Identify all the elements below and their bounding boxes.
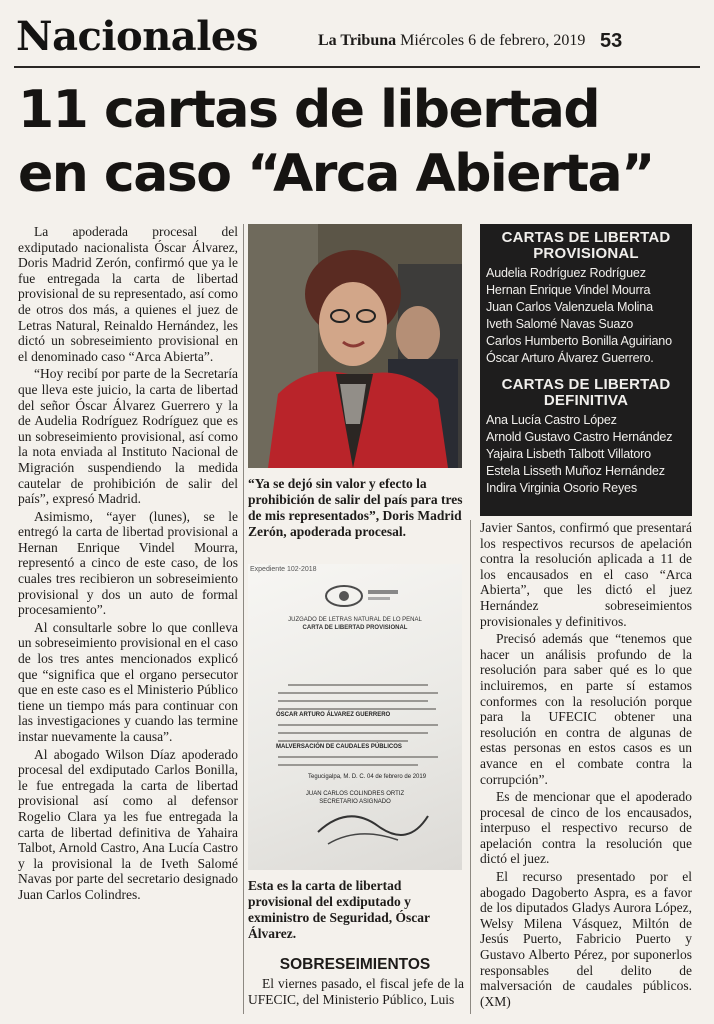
list-item: Óscar Arturo Álvarez Guerrero. xyxy=(486,351,654,365)
paragraph: “Hoy recibí por parte de la Secretaría que lleva este juicio, la carta de libertad del señor Óscar Álvarez Guerrero y la de Audelia Rodríguez Rodríguez que es un sobreseimiento provisional, así como la nota enviada al Instituto Nacional de Migración suspendiendo la medida cautelar de prohibición de salir del país”, expresó Madrid. xyxy=(18,366,238,507)
headline xyxy=(18,78,698,206)
list-item: Yajaira Lisbeth Talbott Villatoro xyxy=(486,447,651,461)
paragraph: Asimismo, “ayer (lunes), se le entregó la carta de libertad provisional a Hernan Enrique Vindel Mourra, representó a cinco de este caso, de los cuales tres recibieron un sobreseimiento provisional y dos un auto de formal procesamiento”. xyxy=(18,508,238,618)
subheading: SOBRESEIMIENTOS xyxy=(279,956,431,973)
paragraph: Al abogado Wilson Díaz apoderado procesal del exdiputado Carlos Bonilla, le fue entregada la carta de libertad provisional así como al defensor Rogelio Clara ya les fue entregada la carta de libertad definitiva de Yahaira Talbot, Arnold Castro, Ana Lucía Castro y la provisional la de Iveth Salomé Navas por parte del secretario designado Juan Carlos Colindres. xyxy=(18,746,238,902)
list-item: Estela Lisseth Muñoz Hernández xyxy=(486,464,665,478)
paragraph: Javier Santos, confirmó que presentará los respectivos recursos de apelación contra la resolución aplicada a 11 de los encausados en el caso “Arca Abierta”, que les dictó el juez Hernández sobreseimientos provisionales y definitivos. xyxy=(480,520,692,629)
photo-caption: “Ya se dejó sin valor y efecto la prohibición de salir del país para tres de mis representados”, Doris Madrid Zerón, apoderada procesal. xyxy=(248,476,463,539)
provisional-list xyxy=(480,265,692,367)
document-photo xyxy=(248,564,462,870)
paragraph: Precisó además que “tenemos que hacer un análisis profundo de la resolución para saber qué es lo que incluiremos, en parte sí estamos conformes con la resolución porque para la UFECIC obtener una resolución en contra de algunas de estas personas en estos casos es un avance en el combate contra la corrupción”. xyxy=(480,631,692,787)
list-item: Indira Virginia Osorio Reyes xyxy=(486,481,637,495)
paragraph: El viernes pasado, el fiscal jefe de la UFECIC, del Ministerio Público, Luis xyxy=(248,976,464,1007)
document-title: CARTA DE LIBERTAD PROVISIONAL xyxy=(302,625,408,631)
portrait-illustration xyxy=(248,224,462,468)
headline-line-2: en caso “Arca Abierta” xyxy=(18,144,654,204)
document-signer-block xyxy=(248,790,462,806)
list-item: Arnold Gustavo Castro Hernández xyxy=(486,430,673,444)
article-column-2-bottom xyxy=(248,976,464,1007)
paragraph: El recurso presentado por el abogado Dagoberto Aspra, es a favor de los diputados Gladys Aurora López, Welsy Milena Vásquez, Miltón de Jesús Puerto, Fabricio Puerto y Gustavo Alberto Pérez, por suponerlos responsables del delito de malversación de caudales públicos. (XM) xyxy=(480,869,692,1009)
definitiva-title: CARTAS DE LIBERTAD DEFINITIVA xyxy=(501,376,671,409)
publication-name: La Tribuna xyxy=(318,32,397,49)
document-place-date: Tegucigalpa, M. D. C. 04 de febrero de 2019 xyxy=(308,774,427,780)
list-item: Juan Carlos Valenzuela Molina xyxy=(486,300,653,314)
publication-date: Miércoles 6 de febrero, 2019 xyxy=(400,32,586,49)
paragraph: La apoderada procesal del exdiputado nacionalista Óscar Álvarez, Doris Madrid Zerón, confirmó que ya le fue entregada la carta de libertad provisional de su representado, así como de otros dos más, a quienes el juez de Letras Natural, Reinaldo Hernández, les dictó un sobreseimiento provisional en el denominado caso “Arca Abierta”. xyxy=(18,224,238,364)
document-caption: Esta es la carta de libertad provisional del exdiputado y exministro de Seguridad, Óscar Álvarez. xyxy=(248,878,430,941)
article-column-3 xyxy=(480,520,692,1011)
document-crime: MALVERSACIÓN DE CAUDALES PÚBLICOS xyxy=(276,744,402,750)
page-number: 53 xyxy=(600,30,623,52)
paragraph: Es de mencionar que el apoderado procesal de cinco de los encausados, interpuso el respectivo recurso de apelación contra la resolución que dictó el juez. xyxy=(480,789,692,867)
article-column-1 xyxy=(18,224,238,905)
column-divider xyxy=(243,224,244,1014)
list-item: Audelia Rodríguez Rodríguez xyxy=(486,266,646,280)
document-signer: JUAN CARLOS COLINDRES ORTIZ xyxy=(305,791,405,797)
column-divider xyxy=(470,520,471,1014)
portrait-photo xyxy=(248,224,462,468)
document-name: ÓSCAR ARTURO ÁLVAREZ GUERRERO xyxy=(276,712,391,718)
provisional-title: CARTAS DE LIBERTAD PROVISIONAL xyxy=(501,229,671,262)
headline-line-1: 11 cartas de libertad xyxy=(18,80,600,140)
list-item: Carlos Humberto Bonilla Aguiriano xyxy=(486,334,672,348)
document-text-block xyxy=(248,616,462,632)
definitiva-list xyxy=(480,412,692,497)
paragraph: Al consultarle sobre lo que conlleva un sobreseimiento provisional en el caso de los tres antes mencionados explicó que “significa que el organo persecutor que en este caso es el Ministerio Público tiene un tiempo más para continuar con las investigaciones y cuando las termine instar nuevamente la causa”. xyxy=(18,619,238,744)
liberty-letters-box xyxy=(480,224,692,516)
section-name: Nacionales xyxy=(16,13,258,60)
header-rule xyxy=(14,66,700,68)
list-item: Hernan Enrique Vindel Mourra xyxy=(486,283,651,297)
list-item: Ana Lucía Castro López xyxy=(486,413,617,427)
document-court: JUZGADO DE LETRAS NATURAL DE LO PENAL xyxy=(288,617,422,623)
header-meta xyxy=(318,32,585,50)
list-item: Iveth Salomé Navas Suazo xyxy=(486,317,634,331)
document-signer-role: SECRETARIO ASIGNADO xyxy=(319,799,391,805)
document-expediente: Expediente 102-2018 xyxy=(250,566,317,573)
